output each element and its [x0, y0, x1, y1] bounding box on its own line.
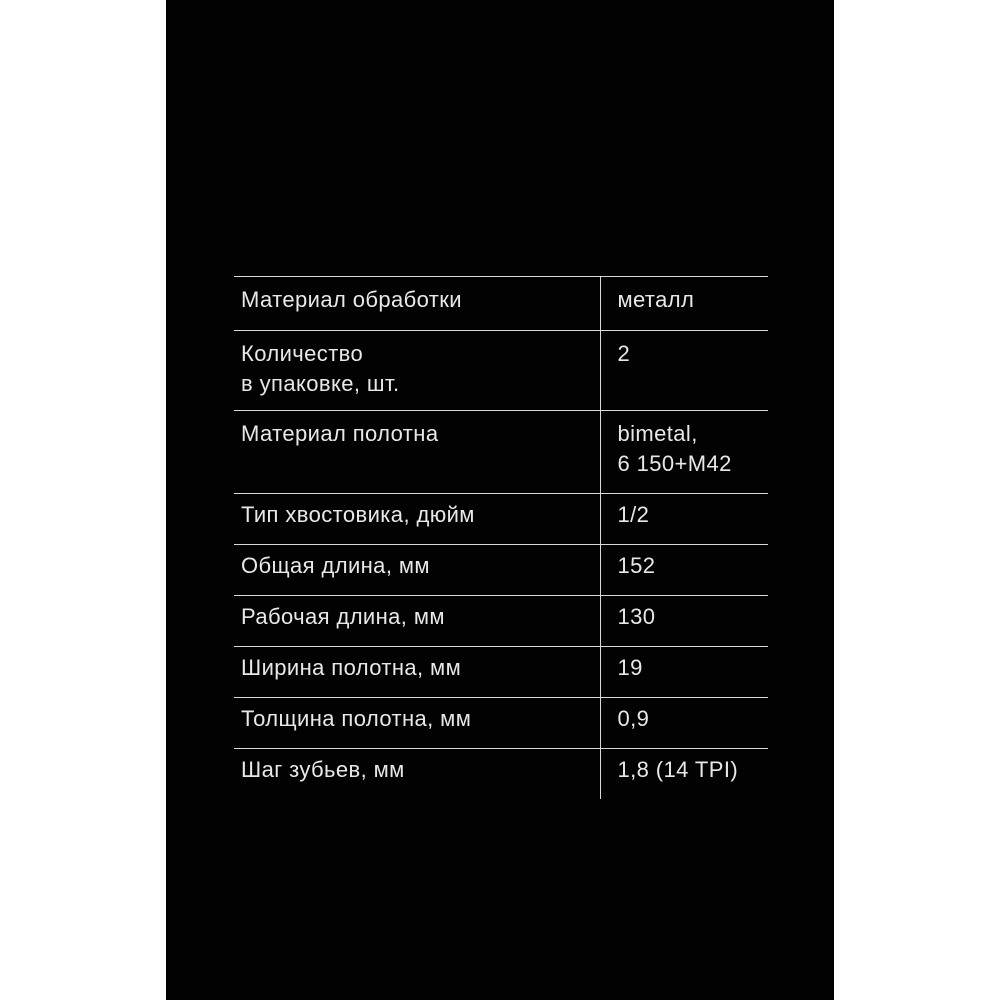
value-cell — [600, 749, 768, 800]
table-row — [234, 545, 768, 596]
param-cell — [234, 331, 600, 411]
param-value: bimetal, 6 150+M42 — [617, 421, 732, 476]
param-value: 0,9 — [617, 706, 650, 731]
table-row — [234, 411, 768, 494]
param-cell — [234, 545, 600, 596]
param-value: 1,8 (14 TPI) — [617, 757, 739, 782]
param-value: 1/2 — [617, 502, 650, 527]
value-cell — [600, 647, 768, 698]
table-row — [234, 698, 768, 749]
table-row — [234, 596, 768, 647]
param-label: Материал полотна — [241, 421, 439, 446]
param-cell — [234, 749, 600, 800]
param-label: Шаг зубьев, мм — [241, 757, 405, 782]
param-value: 2 — [617, 341, 631, 366]
param-label: Общая длина, мм — [241, 553, 430, 578]
table-row — [234, 647, 768, 698]
value-cell — [600, 698, 768, 749]
table-row — [234, 749, 768, 800]
param-label: Ширина полотна, мм — [241, 655, 462, 680]
param-label: Количество в упаковке, шт. — [241, 341, 400, 396]
param-label: Тип хвостовика, дюйм — [241, 502, 475, 527]
param-cell — [234, 647, 600, 698]
param-cell — [234, 494, 600, 545]
param-value: 19 — [617, 655, 643, 680]
param-cell — [234, 596, 600, 647]
param-cell — [234, 698, 600, 749]
table-row — [234, 494, 768, 545]
param-value: металл — [617, 287, 695, 312]
param-cell — [234, 411, 600, 494]
param-value: 152 — [617, 553, 656, 578]
value-cell — [600, 411, 768, 494]
param-value: 130 — [617, 604, 656, 629]
param-label: Рабочая длина, мм — [241, 604, 445, 629]
value-cell — [600, 277, 768, 331]
specifications-table — [234, 276, 768, 799]
value-cell — [600, 545, 768, 596]
table-row — [234, 277, 768, 331]
value-cell — [600, 494, 768, 545]
value-cell — [600, 331, 768, 411]
param-label: Толщина полотна, мм — [241, 706, 472, 731]
value-cell — [600, 596, 768, 647]
table-row — [234, 331, 768, 411]
param-label: Материал обработки — [241, 287, 462, 312]
param-cell — [234, 277, 600, 331]
